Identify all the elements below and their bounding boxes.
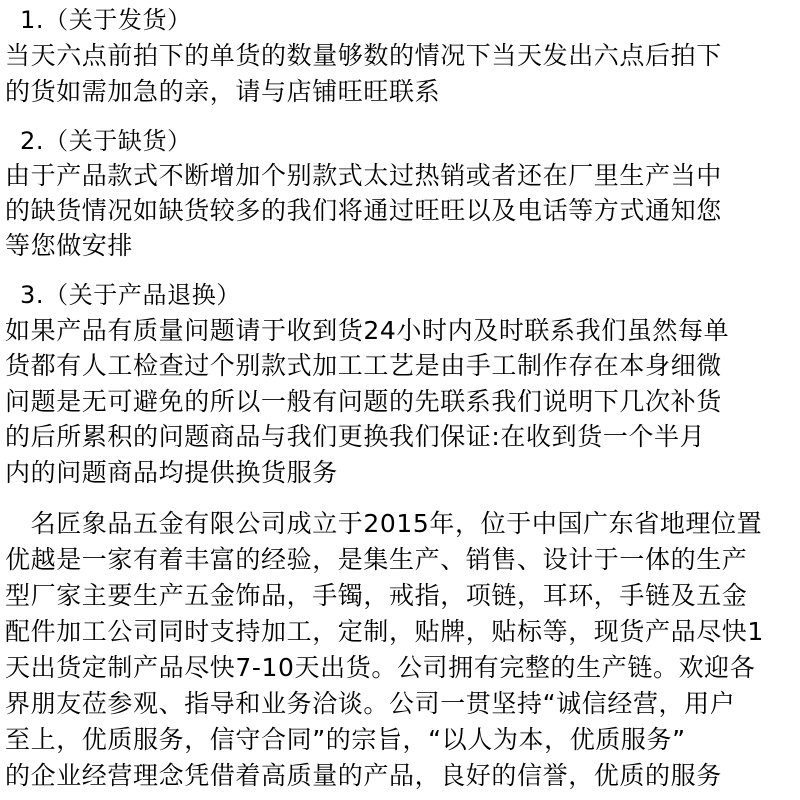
section-3-heading: 3.（关于产品退换） xyxy=(20,281,241,309)
company-intro-line-4: 配件加工公司同时支持加工，定制，贴牌，贴标等，现货产品尽快1 xyxy=(5,617,764,646)
company-intro-line-5: 天出货定制产品尽快7-10天出货。公司拥有完整的生产链。欢迎各 xyxy=(5,653,756,682)
section-2-line-1: 由于产品款式不断增加个别款式太过热销或者还在厂里生产当中 xyxy=(5,161,722,190)
section-3-line-1: 如果产品有质量问题请于收到货24小时内及时联系我们虽然每单 xyxy=(5,316,730,345)
section-3-line-5: 内的问题商品均提供换货服务 xyxy=(5,458,338,487)
section-1-heading: 1.（关于发货） xyxy=(20,6,192,34)
section-2-line-3: 等您做安排 xyxy=(5,231,134,260)
section-2-line-2: 的缺货情况如缺货较多的我们将通过旺旺以及电话等方式通知您 xyxy=(5,196,722,225)
section-3-line-4: 的后所累积的问题商品与我们更换我们保证:在收到货一个半月 xyxy=(5,422,706,451)
company-intro-line-1: 名匠象品五金有限公司成立于2015年，位于中国广东省地理位置 xyxy=(5,509,763,538)
section-3-line-3: 问题是无可避免的所以一般有问题的先联系我们说明下几次补货 xyxy=(5,387,722,416)
company-intro-line-3: 型厂家主要生产五金饰品，手镯，戒指，项链，耳环，手链及五金 xyxy=(5,581,748,610)
company-intro-line-2: 优越是一家有着丰富的经验，是集生产、销售、设计于一体的生产 xyxy=(5,545,748,574)
company-intro-line-7: 至上，优质服务，信守合同”的宗旨，“以人为本，优质服务” xyxy=(5,725,686,754)
company-intro-line-6: 界朋友莅参观、指导和业务洽谈。公司一贯坚持“诚信经营，用户 xyxy=(5,689,736,718)
section-3-line-2: 货都有人工检查过个别款式加工工艺是由手工制作存在本身细微 xyxy=(5,351,722,380)
section-1-line-2: 的货如需加急的亲，请与店铺旺旺联系 xyxy=(5,77,441,106)
section-2-heading: 2.（关于缺货） xyxy=(20,127,192,155)
section-1-line-1: 当天六点前拍下的单货的数量够数的情况下当天发出六点后拍下 xyxy=(5,41,722,70)
company-intro-line-8: 的企业经营理念凭借着高质量的产品，良好的信誉，优质的服务 xyxy=(5,761,722,790)
